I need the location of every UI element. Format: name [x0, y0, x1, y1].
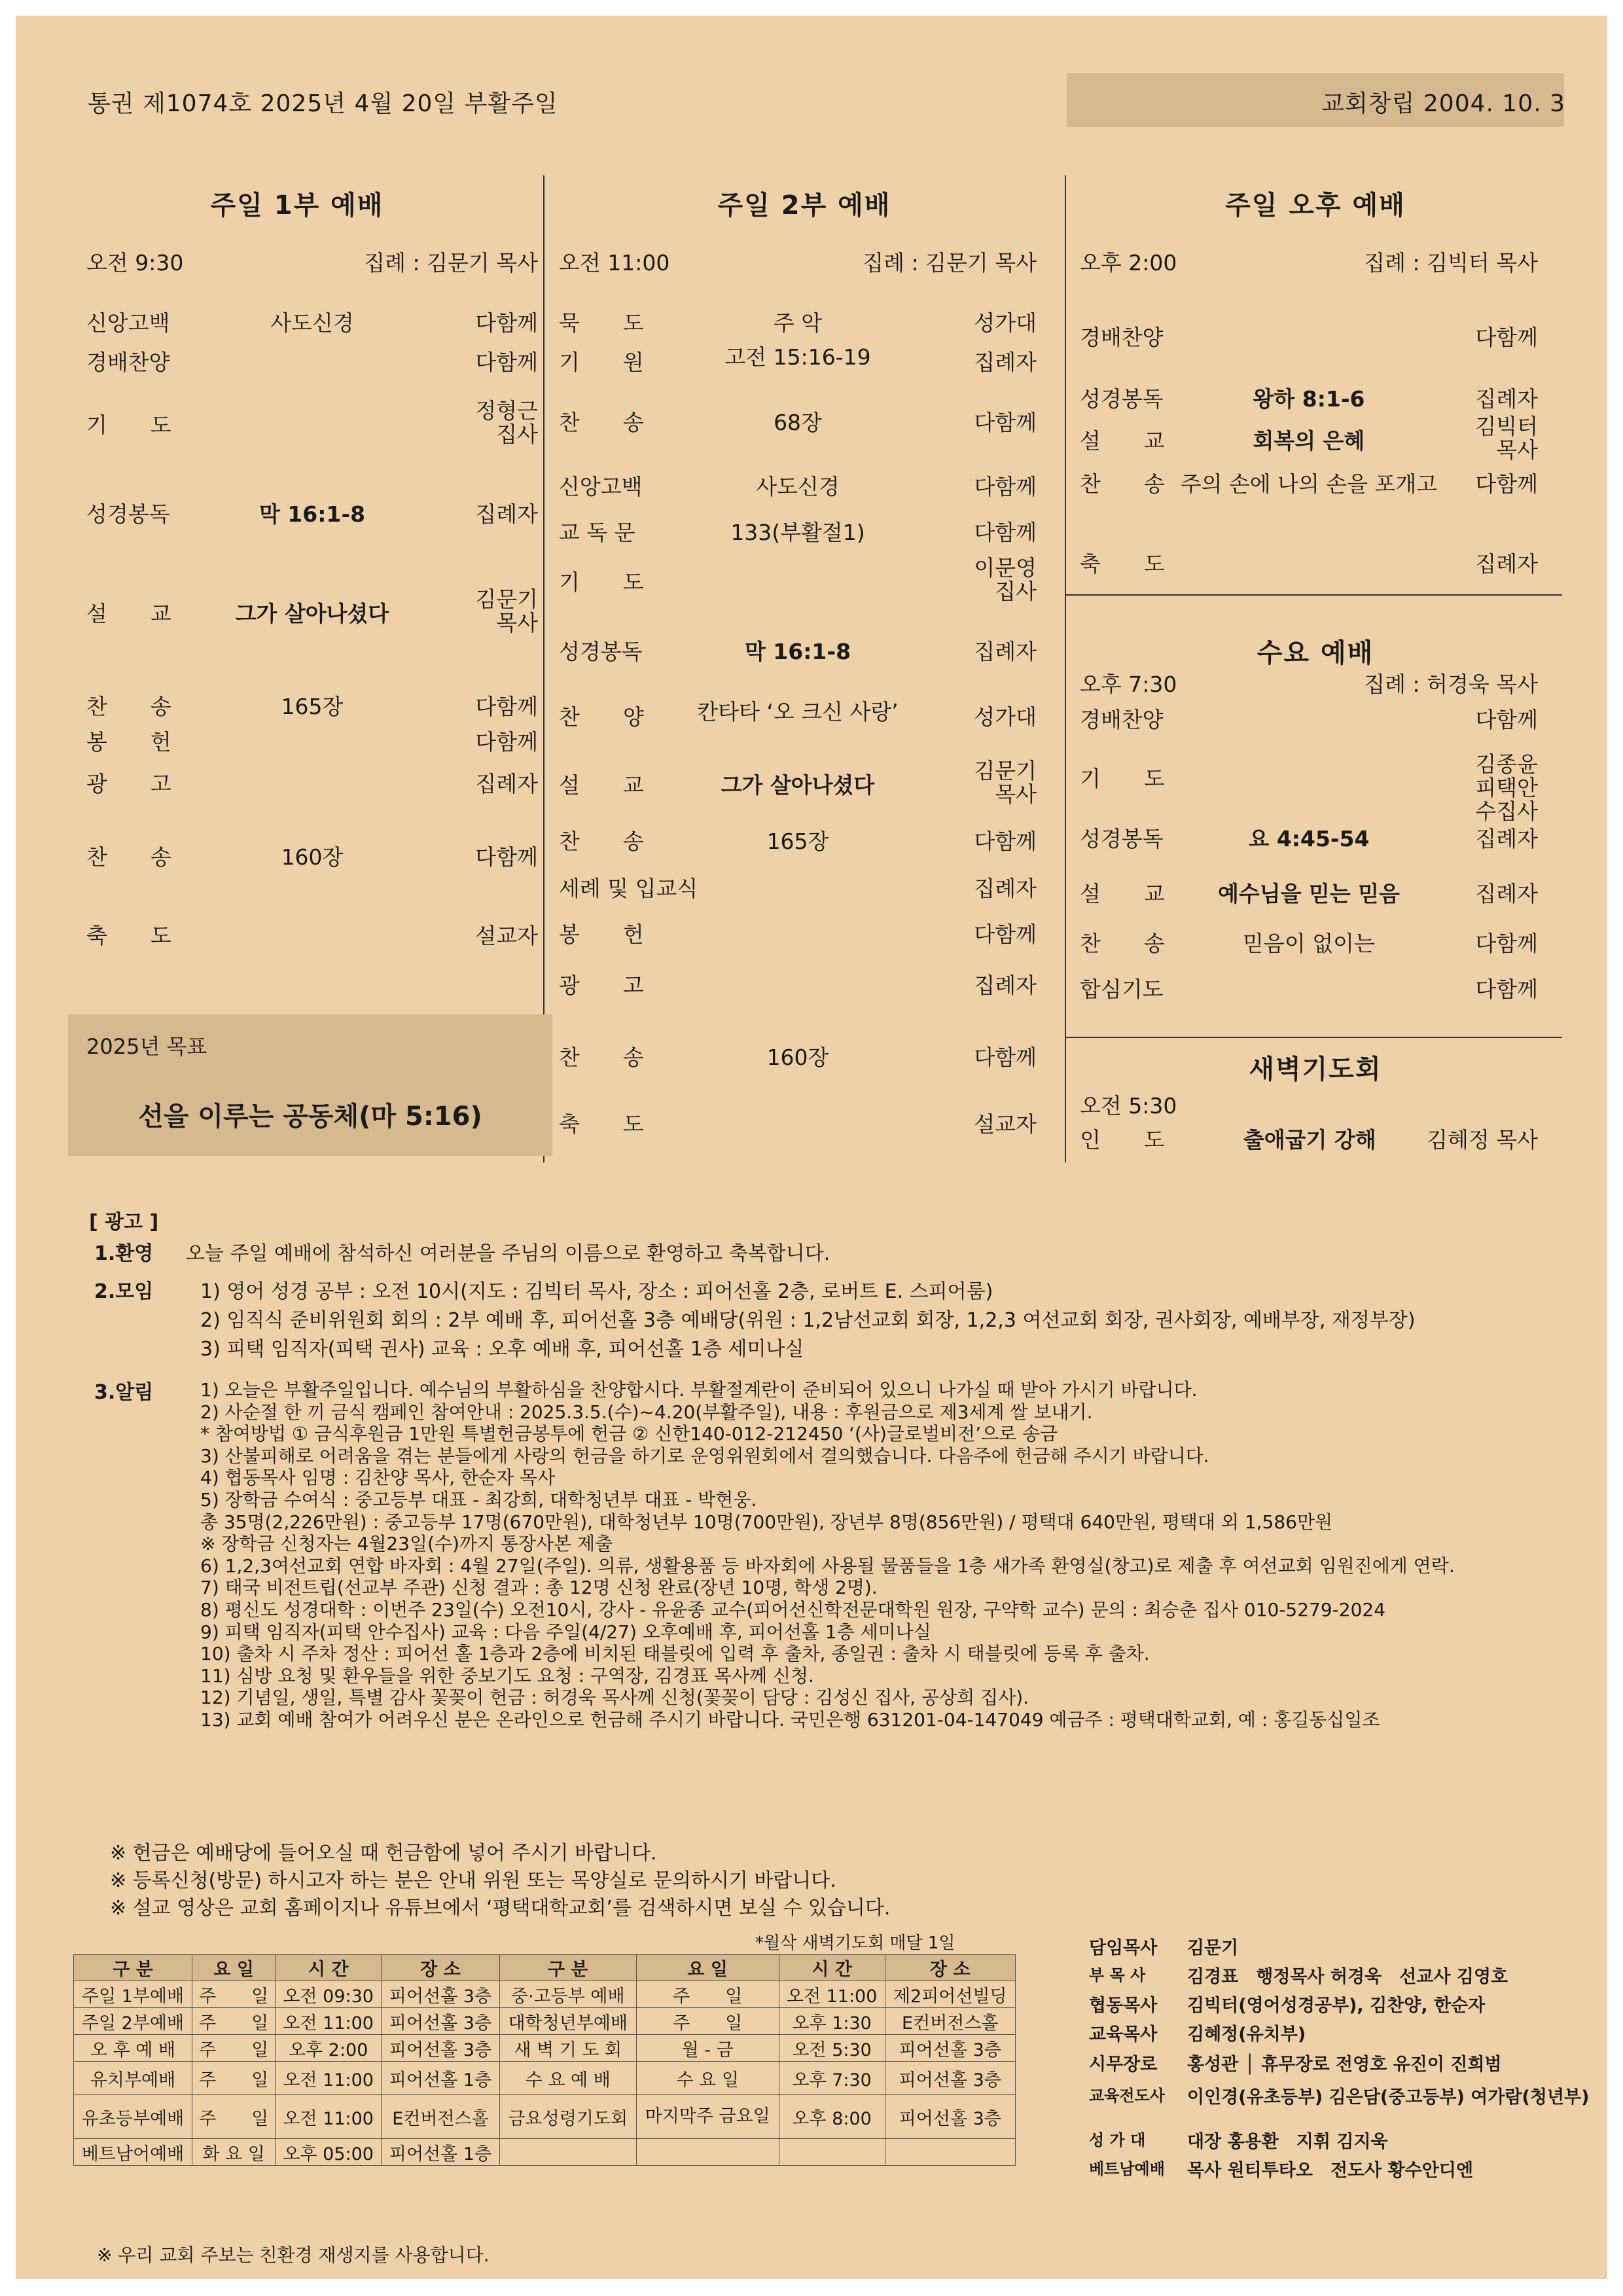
service2-person: 집례자 — [974, 973, 1037, 998]
service1-person: 집례자 — [475, 501, 538, 527]
schedule-header: 요 일 — [636, 1955, 779, 1981]
service1-item: 설 교 — [86, 601, 171, 626]
schedule-row — [74, 2062, 1016, 2095]
staff-label: 교육전도사 — [1089, 2087, 1165, 2105]
notice-label: 3.알림 — [94, 1381, 154, 1404]
service1-title: 주일 1부 예배 — [210, 190, 384, 221]
schedule-cell: 오후 1:30 — [779, 2008, 885, 2035]
wednesday-item: 합심기도 — [1080, 977, 1164, 1002]
service3-person: 집례자 — [1475, 386, 1538, 412]
service2-item: 기 도 — [559, 569, 644, 595]
welcome-text: 오늘 주일 예배에 참석하신 여러분을 주님의 이름으로 환영하고 축복합니다. — [186, 1242, 830, 1265]
notice-item: 1) 오늘은 부활주일입니다. 예수님의 부활하심을 찬양합시다. 부활절계란이 준비되어 있으니 나가실 때 받아 가시기 바랍니다. — [200, 1379, 1198, 1401]
meeting-item: 1) 영어 성경 공부 : 오전 10시(지도 : 김빅터 목사, 장소 : 피어선홀 2층, 로버트 E. 스피어룸) — [200, 1280, 993, 1303]
service2-person: 설교자 — [974, 1111, 1037, 1137]
wednesday-content: 예수님을 믿는 믿음 — [1217, 881, 1400, 906]
schedule-cell: 베트남어예배 — [74, 2139, 192, 2166]
notice-item: 2) 사순절 한 끼 금식 캠페인 참여안내 : 2025.3.5.(수)~4.20(부활주일), 내용 : 후원금으로 제3세계 쌀 보내기. — [200, 1401, 1093, 1423]
schedule-cell: 피어선홀 3층 — [382, 2008, 500, 2035]
notice-item: 9) 피택 임직자(피택 안수집사) 교육 : 다음 주일(4/27) 오후예배 후, 피어선홀 1층 세미나실 — [200, 1621, 931, 1643]
schedule-cell: 피어선홀 3층 — [885, 2035, 1015, 2062]
column-divider — [1065, 175, 1066, 1162]
schedule-cell: 주 일 — [192, 2062, 276, 2095]
service1-item: 신앙고백 — [86, 310, 170, 336]
service2-person: 다함께 — [974, 410, 1037, 435]
service1-item: 찬 송 — [86, 844, 171, 870]
notice-item: 6) 1,2,3여선교회 연합 바자회 : 4월 27일(주일). 의류, 생활용품 등 바자회에 사용될 물품들을 1층 새가족 환영실(창고)로 제출 후 여선교회 임원진에게 연락. — [200, 1554, 1455, 1577]
service2-person: 다함께 — [974, 922, 1037, 947]
wednesday-item: 찬 송 — [1080, 931, 1165, 956]
service3-person: 집례자 — [1475, 551, 1538, 577]
wednesday-person: 다함께 — [1475, 977, 1538, 1002]
service2-item: 찬 송 — [559, 1045, 644, 1070]
wednesday-content: 요 4:45-54 — [1248, 826, 1370, 852]
schedule-row — [74, 2035, 1016, 2062]
dawn-item: 인 도 — [1080, 1127, 1165, 1153]
wednesday-title: 수요 예배 — [1257, 638, 1374, 668]
service3-item: 성경봉독 — [1080, 386, 1164, 412]
service1-item: 광 고 — [86, 771, 171, 797]
wednesday-time: 오후 7:30 — [1080, 672, 1177, 697]
service1-content: 사도신경 — [270, 310, 354, 336]
service2-person: 다함께 — [974, 1045, 1037, 1070]
service2-content: 그가 살아나셨다 — [721, 772, 875, 798]
service3-content: 왕하 8:1-6 — [1253, 386, 1365, 412]
service2-person: 다함께 — [974, 474, 1037, 499]
wednesday-person: 다함께 — [1475, 707, 1538, 732]
service2-item: 성경봉독 — [559, 639, 643, 664]
staff-row — [1089, 1991, 1560, 2017]
service2-person: 집례자 — [974, 876, 1037, 901]
service2-person: 다함께 — [974, 520, 1037, 545]
service2-item: 기 원 — [559, 350, 644, 375]
meeting-label: 2.모임 — [94, 1280, 154, 1303]
service2-content: 막 16:1-8 — [744, 639, 851, 664]
dawn-title: 새벽기도회 — [1249, 1054, 1382, 1085]
service1-person: 다함께 — [475, 844, 538, 870]
dawn-monthly-note: *월삭 새벽기도회 매달 1일 — [755, 1933, 955, 1953]
schedule-cell: 오전 5:30 — [779, 2035, 885, 2062]
service3-content: 회복의 은혜 — [1253, 428, 1365, 454]
notice-item: 8) 평신도 성경대학 : 이번주 23일(수) 오전10시, 강사 - 유윤종 교수(피어선신학전문대학원 원장, 구약학 교수) 문의 : 최승춘 집사 010-5279-2024 — [200, 1599, 1386, 1621]
schedule-header: 시 간 — [779, 1955, 885, 1981]
wednesday-person: 집례자 — [1475, 881, 1538, 906]
schedule-cell: 오전 11:00 — [779, 1981, 885, 2008]
service2-person: 성가대 — [974, 310, 1037, 336]
schedule-cell: 피어선홀 3층 — [382, 1981, 500, 2008]
staff-row — [1089, 2050, 1560, 2076]
notice-item: 10) 출차 시 주차 정산 : 피어선 홀 1층과 2층에 비치된 태블릿에 입력 후 출차, 종일권 : 출차 시 태블릿에 등록 후 출차. — [200, 1643, 1150, 1665]
footnote: ※ 헌금은 예배당에 들어오실 때 헌금함에 넣어 주시기 바랍니다. — [110, 1842, 657, 1865]
service1-person: 집례자 — [475, 771, 538, 797]
notice-item: 7) 태국 비전트립(선교부 주관) 신청 결과 : 총 12명 신청 완료(장년 10명, 학생 2명). — [200, 1577, 878, 1599]
schedule-cell: 오전 09:30 — [276, 1981, 382, 2008]
service1-person: 김문기 목사 — [475, 586, 538, 636]
schedule-cell: 오전 11:00 — [276, 2095, 382, 2139]
staff-value: 목사 원티투타오 전도사 황수안디엔 — [1187, 2161, 1474, 2181]
schedule-row — [74, 2139, 1016, 2166]
dawn-person: 김혜정 목사 — [1427, 1127, 1538, 1153]
service2-content: 칸타타 ‘오 크신 사랑’ — [697, 699, 899, 725]
schedule-cell: E컨버전스홀 — [382, 2095, 500, 2139]
service2-person: 집례자 — [974, 639, 1037, 664]
service3-item: 설 교 — [1080, 428, 1165, 454]
schedule-cell: 주 일 — [192, 2008, 276, 2035]
schedule-cell: E컨버전스홀 — [885, 2008, 1015, 2035]
wednesday-item: 성경봉독 — [1080, 826, 1164, 852]
service2-item: 교 독 문 — [559, 520, 635, 545]
ads-title: [ 광고 ] — [89, 1211, 159, 1234]
schedule-cell: 수 요 예 배 — [499, 2062, 636, 2095]
service1-item: 경배찬양 — [86, 350, 170, 375]
service2-content: 주 악 — [773, 310, 823, 336]
wednesday-person: 다함께 — [1475, 931, 1538, 956]
schedule-cell: 유초등부예배 — [74, 2095, 192, 2139]
service2-item: 찬 송 — [559, 829, 644, 854]
service1-person: 정형근 집사 — [475, 398, 538, 447]
service3-person: 다함께 — [1475, 471, 1538, 497]
service1-item: 성경봉독 — [86, 501, 170, 527]
bulletin-page: 통권 제1074호 2025년 4월 20일 부활주일 교회창립 2004. 10. 3 주일 1부 예배 오전 9:30 집례 : 김문기 목사 신앙고백 사도신경 다함께 경배찬양 다함께 기 도 정형근 집사 성경봉독 막 16:1-8 집례자 설 교 그가 살아나셨다 김문기 목사 찬 송 165장 다함께 봉 헌 다함께 광 고 집례자 찬 송 160장 다함께 축 도 설교자 2025년 목표 선을 이루는 공동체(마 5:16) 주일 2부 예배 오전 11:00 집례 : 김문기 목사 묵 도 주 악 성가대 기 원 고전 15:16-19 집례자 찬 송 68장 다함께 신앙고백 사도신경 다함께 교 독 문 133(부활절1) 다함께 기 도 이문영 집사 성경봉독 막 16:1-8 집례자 찬 양 칸타타 ‘오 크신 사랑’ 성가대 설 교 그가 살아나셨다 김문기 목사 찬 송 165장 다함께 세례 및 입교식 집례자 봉 헌 다함께 광 고 집례자 찬 송 160장 다함께 축 도 설교자 주일 오후 예배 오후 2:00 집례 : 김빅터 목사 경배찬양 다함께 성경봉독 왕하 8:1-6 집례자 설 교 회복의 은혜 김빅터 목사 찬 송 주의 손에 나의 손을 포개고 다함께 축 도 집례자 수요 예배 오후 7:30 집례 : 허경욱 목사 경배찬양 다함께 기 도 김종윤 피택안수집사 성경봉독 요 4:45-54 집례자 설 교 예수님을 믿는 믿음 집례자 찬 송 믿음이 없이는 다함께 합심기도 다함께 새벽기도회 오전 5:30 인 도 출애굽기 강해 김혜정 목사 [ 광고 ] 1.환영 오늘 주일 예배에 참석하신 여러분을 주님의 이름으로 환영하고 축복합니다. 2.모임 1) 영어 성경 공부 : 오전 10시(지도 : 김빅터 목사, 장소 : 피어선홀 2층, 로버트 E. 스피어룸) 2) 임직식 준비위원회 회의 : 2부 예배 후, 피어선홀 3층 예배당(위원 : 1,2남선교회 회장, 1,2,3 여선교회 회장, 권사회장, 예배부장, 재정부장) 3) 피택 임직자(피택 권사) 교육 : 오후 예배 후, 피어선홀 1층 세미나실 3.알림 1) 오늘은 부활주일입니다. 예수님의 부활하심을 찬양합시다. 부활절계란이 준비되어 있으니 나가실 때 받아 가시기 바랍니다. 2) 사순절 한 끼 금식 캠페인 참여안내 : 2025.3.5.(수)~4.20(부활주일), 내용 : 후원금으로 제3세계 쌀 보내기. * 참여방법 ① 금식후원금 1만원 특별헌금봉투에 헌금 ② 신한140-012-212450 ‘(사)글로벌비전’으로 송금 3) 산불피해로 어려움을 겪는 분들에게 사랑의 헌금을 하기로 운영위원회에서 결의했습니다. 다음주에 헌금해 주시기 바랍니다. 4) 협동목사 임명 : 김찬양 목사, 한순자 목사 5) 장학금 수여식 : 중고등부 대표 - 최강희, 대학청년부 대표 - 박현웅. 총 35명(2,226만원) : 중고등부 17명(670만원), 대학청년부 10명(700만원), 장년부 8명(856만원) / 평택대 640만원, 평택대 외 1,586만원 ※ 장학금 신청자는 4월23일(수)까지 통장사본 제출 6) 1,2,3여선교회 연합 바자회 : 4월 27일(주일). 의류, 생활용품 등 바자회에 사용될 물품들을 1층 새가족 환영실(창고)로 제출 후 여선교회 임원진에게 연락. 7) 태국 비전트립(선교부 주관) 신청 결과 : 총 12명 신청 완료(장년 10명, 학생 2명). 8) 평신도 성경대학 : 이번주 23일(수) 오전10시, 강사 - 유윤종 교수(피어선신학전문대학원 원장, 구약학 교수) 문의 : 최승춘 집사 010-5279-2024 9) 피택 임직자(피택 안수집사) 교육 : 다음 주일(4/27) 오후예배 후, 피어선홀 1층 세미나실 10) 출차 시 주차 정산 : 피어선 홀 1층과 2층에 비치된 태블릿에 입력 후 출차, 종일권 : 출차 시 태블릿에 등록 후 출차. 11) 심방 요청 및 환우들을 위한 중보기도 요청 : 구역장, 김경표 목사께 신청. 12) 기념일, 생일, 특별 감사 꽃꽂이 헌금 : 허경욱 목사께 신청(꽃꽂이 담당 : 김성신 집사, 공상희 집사). 13) 교회 예배 참여가 어려우신 분은 온라인으로 헌금해 주시기 바랍니다. 국민은행 631201-04-147049 예금주 : 평택대학교회, 예 : 홍길동십일조 ※ 헌금은 예배당에 들어오실 때 헌금함에 넣어 주시기 바랍니다. ※ 등록신청(방문) 하시고자 하는 분은 안내 위원 또는 목양실로 문의하시기 바랍니다. ※ 설교 영상은 교회 홈페이지나 유튜브에서 ‘평택대학교회’를 검색하시면 보실 수 있습니다. *월삭 새벽기도회 매달 1일 구 분 요 일 시 간 장 소 구 분 요 일 시 간 장 소 주일 1부예배 주 일 오전 09:30 피어선홀 3층 중·고등부 예배 주 일 오전 11:00 제2피어선빌딩 주일 2부예배 주 일 오전 11:00 피어선홀 3층 대학청년부예배 주 일 오후 1:30 E컨버전스홀 오 후 예 배 주 일 오후 2:00 피어선홀 3층 새 벽 기 도 회 월 - 금 오전 5:30 피어선홀 3층 유치부예배 주 일 오전 11:00 피어선홀 1층 수 요 예 배 수 요 일 오후 7:30 피어선홀 3층 유초등부예배 주 일 오전 11:00 E컨버전스홀 금요성령기도회 마지막주 금요일 오후 8:00 피어선홀 3층 베트남어예배 화 요 일 오후 05:00 피어선홀 1층 ※ 우리 교회 주보는 친환경 재생지를 사용합니다. 담임목사 김문기 부 목 사 김경표 행정목사 허경욱 선교사 김영호 협동목사 김빅터(영어성경공부), 김찬양, 한순자 교육목사 김혜정(유치부) 시무장로 홍성관 │ 휴무장로 전영호 유진이 진희범 교육전도사 이인경(유초등부) 김은담(중고등부) 여가람(청년부) 성 가 대 대장 홍용환 지휘 김지욱 베트남예배 목사 원티투타오 전도사 황수안디엔 — [16, 16, 1607, 2279]
service2-leader: 집례 : 김문기 목사 — [863, 250, 1037, 276]
service3-item: 경배찬양 — [1080, 325, 1164, 350]
schedule-cell: 주 일 — [636, 2008, 779, 2035]
staff-value: 홍성관 │ 휴무장로 전영호 유진이 진희범 — [1187, 2054, 1502, 2075]
schedule-cell: 중·고등부 예배 — [499, 1981, 636, 2008]
schedule-cell: 주 일 — [192, 2035, 276, 2062]
service1-content: 막 16:1-8 — [259, 501, 366, 527]
schedule-cell: 피어선홀 3층 — [382, 2035, 500, 2062]
staff-row — [1089, 2020, 1560, 2046]
staff-row — [1089, 1962, 1560, 1988]
service2-time: 오전 11:00 — [559, 250, 670, 276]
notice-item: ※ 장학금 신청자는 4월23일(수)까지 통장사본 제출 — [200, 1533, 613, 1555]
notice-item: 4) 협동목사 임명 : 김찬양 목사, 한순자 목사 — [200, 1467, 556, 1489]
footnote: ※ 등록신청(방문) 하시고자 하는 분은 안내 위원 또는 목양실로 문의하시기 바랍니다. — [110, 1869, 836, 1892]
schedule-header: 구 분 — [499, 1955, 636, 1981]
service1-item: 찬 송 — [86, 694, 171, 719]
staff-row — [1089, 2156, 1560, 2182]
meeting-item: 3) 피택 임직자(피택 권사) 교육 : 오후 예배 후, 피어선홀 1층 세미나실 — [200, 1338, 804, 1361]
founding-date: 교회창립 2004. 10. 3 — [1321, 90, 1565, 117]
service2-title: 주일 2부 예배 — [717, 190, 891, 221]
schedule-cell — [499, 2139, 636, 2166]
schedule-cell: 주일 1부예배 — [74, 1981, 192, 2008]
service2-content: 160장 — [766, 1045, 829, 1070]
wednesday-item: 경배찬양 — [1080, 707, 1164, 732]
service3-person: 김빅터 목사 — [1475, 414, 1538, 463]
goal-text: 선을 이루는 공동체(마 5:16) — [138, 1102, 482, 1132]
goal-label: 2025년 목표 — [86, 1034, 207, 1059]
schedule-table — [73, 1954, 1016, 2166]
schedule-cell: 마지막주 금요일 — [636, 2095, 779, 2139]
notice-item: 총 35명(2,226만원) : 중고등부 17명(670만원), 대학청년부 10명(700만원), 장년부 8명(856만원) / 평택대 640만원, 평택대 외 1,586만원 — [200, 1511, 1333, 1533]
service2-person: 이문영 집사 — [974, 555, 1037, 604]
staff-value: 김혜정(유치부) — [1187, 2024, 1306, 2045]
schedule-cell: 월 - 금 — [636, 2035, 779, 2062]
schedule-cell: 유치부예배 — [74, 2062, 192, 2095]
staff-label: 부 목 사 — [1089, 1966, 1146, 1984]
service2-item: 세례 및 입교식 — [559, 876, 698, 901]
service2-item: 설 교 — [559, 772, 644, 798]
schedule-cell: 오후 8:00 — [779, 2095, 885, 2139]
service2-content: 165장 — [766, 829, 829, 854]
schedule-row — [74, 2095, 1016, 2139]
schedule-cell: 피어선홀 3층 — [885, 2062, 1015, 2095]
schedule-cell — [885, 2139, 1015, 2166]
schedule-header: 요 일 — [192, 1955, 276, 1981]
wednesday-item: 설 교 — [1080, 881, 1165, 906]
wednesday-item: 기 도 — [1080, 766, 1165, 791]
staff-label: 성 가 대 — [1089, 2131, 1146, 2149]
service3-person: 다함께 — [1475, 325, 1538, 350]
notice-item: 13) 교회 예배 참여가 어려우신 분은 온라인으로 헌금해 주시기 바랍니다. 국민은행 631201-04-147049 예금주 : 평택대학교회, 예 : 홍길동십일조 — [200, 1709, 1380, 1731]
staff-value: 김문기 — [1187, 1938, 1239, 1958]
goal-box — [68, 1014, 552, 1156]
service1-content: 165장 — [281, 694, 344, 719]
service1-content: 160장 — [281, 844, 344, 870]
service3-content: 주의 손에 나의 손을 포개고 — [1180, 471, 1438, 497]
service2-content: 68장 — [774, 410, 822, 435]
wednesday-person: 집례자 — [1475, 826, 1538, 852]
notice-item: 3) 산불피해로 어려움을 겪는 분들에게 사랑의 헌금을 하기로 운영위원회에서 결의했습니다. 다음주에 헌금해 주시기 바랍니다. — [200, 1444, 1209, 1467]
schedule-row — [74, 1981, 1016, 2008]
schedule-row — [74, 2008, 1016, 2035]
service3-item: 찬 송 — [1080, 471, 1165, 497]
service2-item: 찬 송 — [559, 410, 644, 435]
service1-person: 설교자 — [475, 923, 538, 948]
service2-item: 묵 도 — [559, 310, 644, 336]
schedule-header: 장 소 — [382, 1955, 500, 1981]
schedule-cell: 오전 11:00 — [276, 2062, 382, 2095]
staff-value: 김빅터(영어성경공부), 김찬양, 한순자 — [1187, 1996, 1486, 2016]
schedule-cell: 제2피어선빌딩 — [885, 1981, 1015, 2008]
service2-person: 성가대 — [974, 704, 1037, 730]
staff-label: 협동목사 — [1089, 1996, 1158, 2016]
service3-time: 오후 2:00 — [1080, 250, 1177, 276]
service2-content: 사도신경 — [756, 474, 840, 499]
staff-label: 담임목사 — [1089, 1938, 1158, 1958]
service1-item: 봉 헌 — [86, 729, 171, 755]
schedule-header: 시 간 — [276, 1955, 382, 1981]
schedule-cell: 화 요 일 — [192, 2139, 276, 2166]
service2-item: 광 고 — [559, 973, 644, 998]
welcome-label: 1.환영 — [94, 1242, 154, 1265]
service2-item: 축 도 — [559, 1111, 644, 1137]
meeting-item: 2) 임직식 준비위원회 회의 : 2부 예배 후, 피어선홀 3층 예배당(위원 : 1,2남선교회 회장, 1,2,3 여선교회 회장, 권사회장, 예배부장, 재정부장) — [200, 1309, 1416, 1332]
service2-content: 고전 15:16-19 — [724, 344, 871, 370]
schedule-cell — [636, 2139, 779, 2166]
service1-person: 다함께 — [475, 350, 538, 375]
schedule-cell: 주일 2부예배 — [74, 2008, 192, 2035]
schedule-cell: 대학청년부예배 — [499, 2008, 636, 2035]
schedule-cell: 오전 11:00 — [276, 2008, 382, 2035]
staff-row — [1089, 1933, 1560, 1960]
staff-value: 이인경(유초등부) 김은담(중고등부) 여가람(청년부) — [1187, 2087, 1590, 2108]
schedule-cell: 수 요 일 — [636, 2062, 779, 2095]
service2-item: 신앙고백 — [559, 474, 643, 499]
service2-item: 봉 헌 — [559, 922, 644, 947]
schedule-cell: 주 일 — [192, 1981, 276, 2008]
service1-person: 다함께 — [475, 694, 538, 719]
service2-person: 다함께 — [974, 829, 1037, 854]
service1-item: 축 도 — [86, 923, 171, 948]
service3-leader: 집례 : 김빅터 목사 — [1364, 250, 1538, 276]
schedule-cell: 오 후 예 배 — [74, 2035, 192, 2062]
schedule-cell: 주 일 — [192, 2095, 276, 2139]
staff-value: 대장 홍용환 지휘 김지욱 — [1187, 2132, 1388, 2152]
notice-item: 12) 기념일, 생일, 특별 감사 꽃꽂이 헌금 : 허경욱 목사께 신청(꽃꽂이 담당 : 김성신 집사, 공상희 집사). — [200, 1687, 1029, 1709]
service3-item: 축 도 — [1080, 551, 1165, 577]
eco-note: ※ 우리 교회 주보는 친환경 재생지를 사용합니다. — [97, 2244, 490, 2266]
service1-person: 다함께 — [475, 310, 538, 336]
service1-leader: 집례 : 김문기 목사 — [364, 250, 538, 276]
schedule-cell: 금요성령기도회 — [499, 2095, 636, 2139]
notice-item: 11) 심방 요청 및 환우들을 위한 중보기도 요청 : 구역장, 김경표 목사께 신청. — [200, 1664, 814, 1687]
schedule-header: 장 소 — [885, 1955, 1015, 1981]
service2-person: 집례자 — [974, 350, 1037, 375]
dawn-content: 출애굽기 강해 — [1243, 1127, 1376, 1153]
service2-content: 133(부활절1) — [730, 520, 865, 545]
service1-time: 오전 9:30 — [86, 250, 184, 276]
schedule-cell: 오후 2:00 — [276, 2035, 382, 2062]
footnote: ※ 설교 영상은 교회 홈페이지나 유튜브에서 ‘평택대학교회’를 검색하시면 보실 수 있습니다. — [110, 1897, 891, 1920]
schedule-cell — [779, 2139, 885, 2166]
wednesday-person: 김종윤 피택안수집사 — [1475, 751, 1538, 824]
staff-label: 베트남예배 — [1089, 2160, 1165, 2178]
wednesday-content: 믿음이 없이는 — [1243, 931, 1375, 956]
service1-content: 그가 살아나셨다 — [235, 601, 389, 626]
issue-info: 통권 제1074호 2025년 4월 20일 부활주일 — [88, 90, 558, 117]
schedule-cell: 오후 7:30 — [779, 2062, 885, 2095]
wednesday-leader: 집례 : 허경욱 목사 — [1364, 672, 1538, 697]
service2-item: 찬 양 — [559, 704, 644, 730]
schedule-header: 구 분 — [74, 1955, 192, 1981]
service2-person: 김문기 목사 — [974, 758, 1037, 807]
notice-item: 5) 장학금 수여식 : 중고등부 대표 - 최강희, 대학청년부 대표 - 박현웅. — [200, 1489, 757, 1511]
staff-row — [1089, 2127, 1560, 2153]
section-divider — [1065, 1037, 1562, 1038]
schedule-cell: 피어선홀 1층 — [382, 2139, 500, 2166]
schedule-cell: 피어선홀 1층 — [382, 2062, 500, 2095]
staff-label: 교육목사 — [1089, 2024, 1158, 2045]
staff-label: 시무장로 — [1089, 2054, 1158, 2075]
service3-title: 주일 오후 예배 — [1225, 190, 1406, 221]
section-divider — [1065, 594, 1562, 596]
notice-item: * 참여방법 ① 금식후원금 1만원 특별헌금봉투에 헌금 ② 신한140-012-212450 ‘(사)글로벌비전’으로 송금 — [200, 1423, 1058, 1445]
schedule-cell: 피어선홀 3층 — [885, 2095, 1015, 2139]
service1-person: 다함께 — [475, 729, 538, 755]
schedule-cell: 새 벽 기 도 회 — [499, 2035, 636, 2062]
staff-row — [1089, 2083, 1590, 2109]
staff-value: 김경표 행정목사 허경욱 선교사 김영호 — [1187, 1967, 1508, 1987]
service1-item: 기 도 — [86, 412, 171, 438]
schedule-cell: 주 일 — [636, 1981, 779, 2008]
schedule-cell: 오후 05:00 — [276, 2139, 382, 2166]
